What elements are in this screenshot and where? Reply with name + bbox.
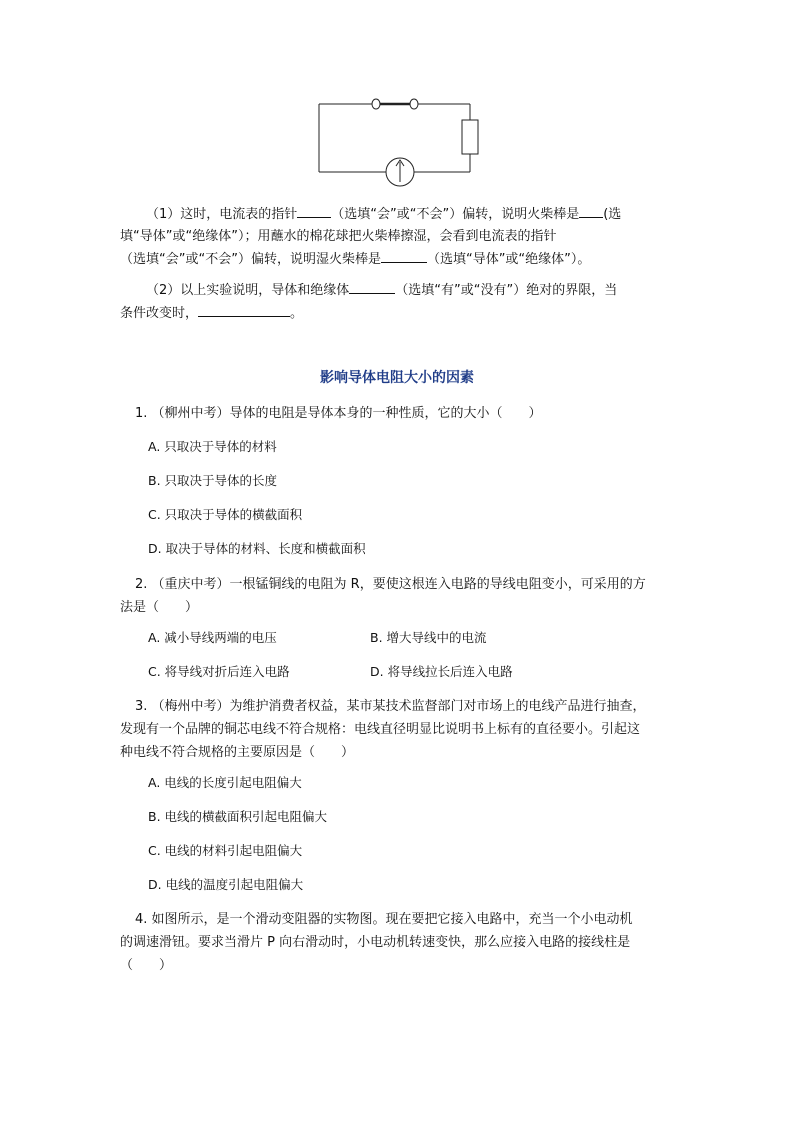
p2-line2 <box>120 302 680 325</box>
answer-blank <box>297 203 331 218</box>
section-title: 影响导体电阻大小的因素 <box>320 370 474 386</box>
clip-terminal <box>410 99 418 109</box>
question-4-stem-line3: （ ） <box>120 958 173 973</box>
p2-text: （选填“有”或“没有”）绝对的界限，当 <box>395 283 618 298</box>
answer-blank <box>579 203 603 218</box>
p1-text: （1）这时，电流表的指针 <box>146 207 298 222</box>
p1-text: (选 <box>603 207 622 222</box>
q2-option-d: D. 将导线拉长后连入电路 <box>370 664 513 679</box>
resistor <box>462 120 478 154</box>
p1-text: （选填“会”或“不会”）偏转，说明火柴棒是 <box>331 207 580 222</box>
paragraph-2 <box>120 279 680 325</box>
p1-line2: 填“导体”或“绝缘体”）；用蘸水的棉花球把火柴棒擦湿，会看到电流表的指针 <box>120 229 557 244</box>
answer-blank <box>349 279 395 294</box>
circuit-diagram <box>310 92 490 192</box>
q3-option-a: A. 电线的长度引起电阻偏大 <box>148 775 302 790</box>
q2-option-a: A. 减小导线两端的电压 <box>148 630 277 645</box>
q3-option-c: C. 电线的材料引起电阻偏大 <box>148 843 303 858</box>
p1-line3 <box>120 248 680 271</box>
question-3-stem-line1: 3. （梅州中考）为维护消费者权益，某市某技术监督部门对市场上的电线产品进行抽查， <box>135 699 646 714</box>
answer-blank <box>381 248 427 263</box>
p1-line1 <box>120 203 680 226</box>
question-4-stem-line2: 的调速滑钮。要求当滑片 P 向右滑动时，小电动机转速变快，那么应接入电路的接线柱是 <box>120 935 631 950</box>
paragraph-1 <box>120 203 680 271</box>
p2-text: 。 <box>290 306 304 321</box>
clip-terminal <box>372 99 380 109</box>
q1-option-a: A. 只取决于导体的材料 <box>148 439 277 454</box>
p2-line1 <box>120 279 680 302</box>
q3-option-d: D. 电线的温度引起电阻偏大 <box>148 877 304 892</box>
question-4-stem-line1: 4. 如图所示，是一个滑动变阻器的实物图。现在要把它接入电路中，充当一个小电动机 <box>135 912 633 927</box>
q1-option-d: D. 取决于导体的材料、长度和横截面积 <box>148 541 366 556</box>
question-1-stem: 1. （柳州中考）导体的电阻是导体本身的一种性质，它的大小（ ） <box>135 406 542 421</box>
p1-text: （选填“会”或“不会”）偏转，说明湿火柴棒是 <box>120 252 381 267</box>
p1-text: （选填“导体”或“绝缘体”）。 <box>426 252 591 267</box>
q1-option-b: B. 只取决于导体的长度 <box>148 473 278 488</box>
q1-option-c: C. 只取决于导体的横截面积 <box>148 507 303 522</box>
p2-text: （2）以上实验说明，导体和绝缘体 <box>146 283 350 298</box>
q2-option-b: B. 增大导线中的电流 <box>370 630 487 645</box>
q3-option-b: B. 电线的横截面积引起电阻偏大 <box>148 809 328 824</box>
question-3-stem-line3: 种电线不符合规格的主要原因是（ ） <box>120 745 355 760</box>
question-2-stem-line2: 法是（ ） <box>120 600 199 615</box>
p2-text: 条件改变时， <box>120 306 199 321</box>
answer-blank <box>198 302 290 317</box>
question-3-stem-line2: 发现有一个品牌的铜芯电线不符合规格：电线直径明显比说明书上标有的直径要小。引起这 <box>120 722 641 737</box>
q2-option-c: C. 将导线对折后连入电路 <box>148 664 290 679</box>
question-2-stem-line1: 2. （重庆中考）一根锰铜线的电阻为 R，要使这根连入电路的导线电阻变小，可采用的方 <box>135 577 646 592</box>
